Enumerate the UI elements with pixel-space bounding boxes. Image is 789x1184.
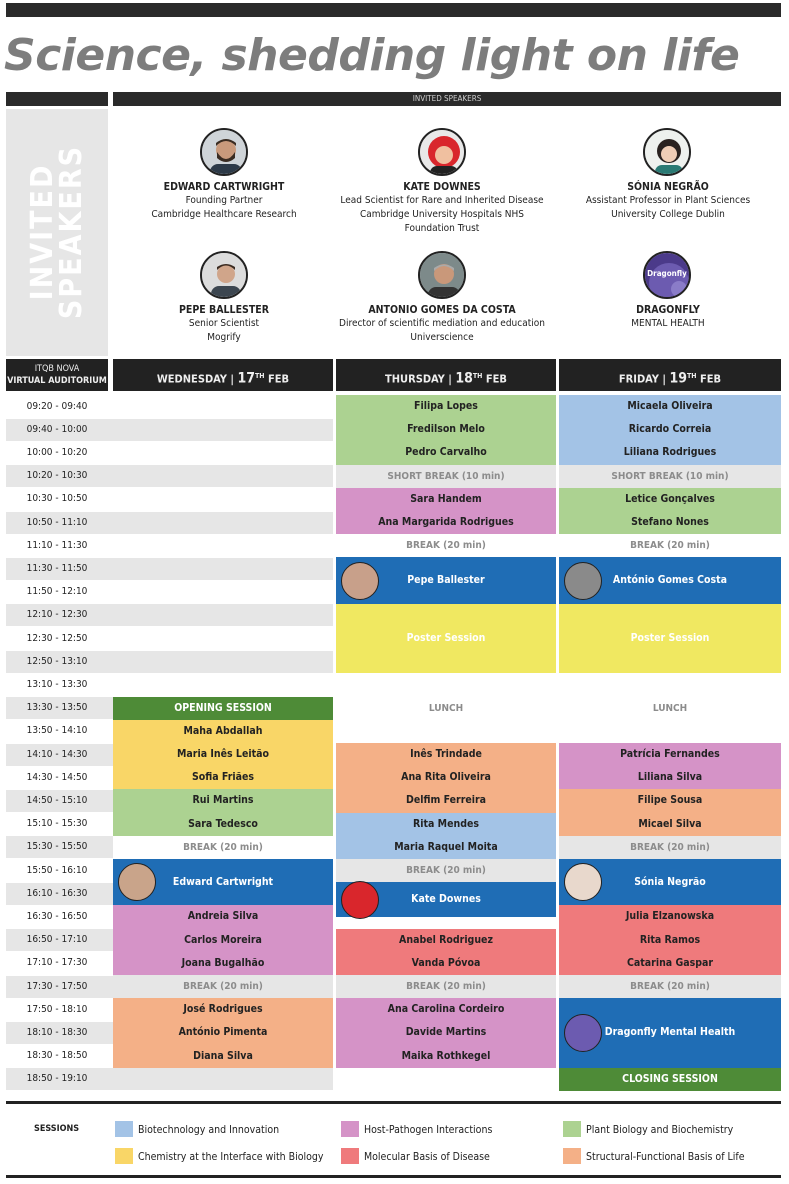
- time-label: 15:30 - 15:50: [26, 841, 88, 853]
- legend-label: Host-Pathogen Interactions: [364, 1124, 493, 1136]
- legend-label: Chemistry at the Interface with Biology: [138, 1151, 324, 1163]
- time-label: 14:10 - 14:30: [26, 748, 88, 760]
- time-label: 18:10 - 18:30: [26, 1026, 88, 1038]
- session-talk: Julia Elzanowska: [625, 910, 715, 923]
- session-talk: Maha Abdallah: [183, 724, 263, 737]
- time-label: 14:30 - 14:50: [26, 771, 88, 783]
- time-label: 10:00 - 10:20: [26, 446, 88, 458]
- legend-label: Molecular Basis of Disease: [364, 1151, 490, 1163]
- keynote-speaker: António Gomes Costa: [612, 573, 728, 586]
- break-cell: BREAK (20 min): [113, 975, 333, 998]
- break-cell: BREAK (20 min): [336, 534, 556, 557]
- time-label: 11:10 - 11:30: [26, 539, 88, 551]
- speaker-kate-downes: KATE DOWNES Lead Scientist for Rare and Inherited Disease Cambridge University Hospitals NHS Foundation Trust: [340, 181, 544, 234]
- speakers-side-panel: [6, 109, 108, 356]
- avatar-edward-cartwright: [200, 128, 248, 176]
- session-block: [336, 743, 556, 813]
- day-header-friday: FRIDAY | 19TH FEB: [559, 359, 781, 391]
- session-block: [113, 720, 333, 790]
- session-talk: Ricardo Correia: [628, 423, 712, 436]
- keynote-speaker: Edward Cartwright: [172, 875, 274, 888]
- session-talk: Catarina Gaspar: [626, 956, 714, 969]
- speaker-antonio-gomes-da-costa: ANTONIO GOMES DA COSTA Director of scientific mediation and education Universcience: [339, 304, 545, 343]
- top-bar: [6, 3, 781, 17]
- keynote-speaker: Dragonfly Mental Health: [604, 1026, 736, 1039]
- legend-label: Biotechnology and Innovation: [138, 1124, 280, 1136]
- keynote-avatar: [564, 562, 602, 600]
- session-talk: Ana Margarida Rodrigues: [378, 516, 514, 528]
- keynote-block: [559, 557, 781, 603]
- time-label: 16:30 - 16:50: [26, 910, 88, 922]
- session-talk: Sofia Friães: [191, 771, 255, 784]
- speakers-left-bar: [6, 92, 108, 106]
- keynote-speaker: Pepe Ballester: [407, 573, 485, 586]
- session-talk: Filipe Sousa: [637, 794, 703, 807]
- session-block: [113, 998, 333, 1068]
- session-block: [113, 789, 333, 835]
- session-talk: Micael Silva: [638, 817, 702, 830]
- session-talk: Letice Gonçalves: [625, 492, 715, 505]
- break-cell: BREAK (20 min): [559, 534, 781, 557]
- break-cell: BREAK (20 min): [336, 975, 556, 998]
- break-cell: SHORT BREAK (10 min): [559, 465, 781, 488]
- break-cell: LUNCH: [336, 697, 556, 720]
- time-label: 17:10 - 17:30: [26, 957, 88, 969]
- time-label: 09:20 - 09:40: [26, 400, 88, 412]
- session-talk: Patrícia Fernandes: [620, 748, 720, 760]
- time-label: 09:40 - 10:00: [26, 423, 88, 435]
- legend-swatch: [563, 1121, 581, 1137]
- time-label: 15:50 - 16:10: [26, 864, 88, 876]
- day-header-wednesday: WEDNESDAY | 17TH FEB: [113, 359, 333, 391]
- session-talk: Andreia Silva: [187, 910, 259, 923]
- time-label: 12:10 - 12:30: [26, 609, 88, 621]
- time-label: 15:10 - 15:30: [26, 818, 88, 830]
- legend-swatch: [115, 1148, 133, 1164]
- time-label: 10:30 - 10:50: [26, 493, 88, 505]
- session-talk: António Pimenta: [178, 1026, 268, 1039]
- keynote-avatar: [564, 1014, 602, 1052]
- break-cell: SHORT BREAK (10 min): [336, 465, 556, 488]
- session-block: [336, 813, 556, 859]
- avatar-antonio-gomes-da-costa: [418, 251, 466, 299]
- time-label: 17:30 - 17:50: [26, 980, 88, 992]
- session-talk: Ana Carolina Cordeiro: [387, 1003, 505, 1016]
- keynote-speaker: Kate Downes: [411, 892, 481, 905]
- time-label: 13:10 - 13:30: [26, 678, 88, 690]
- time-label: 18:50 - 19:10: [26, 1073, 88, 1085]
- time-label: 17:50 - 18:10: [26, 1003, 88, 1015]
- session-block: [559, 743, 781, 789]
- keynote-block: [336, 882, 556, 917]
- session-talk: Maria Inês Leitão: [177, 748, 269, 760]
- session-block: [559, 789, 781, 835]
- time-label: 12:50 - 13:10: [26, 655, 88, 667]
- time-label: 10:50 - 11:10: [26, 516, 88, 528]
- speaker-edward-cartwright: EDWARD CARTWRIGHT Founding Partner Cambridge Healthcare Research: [151, 181, 297, 220]
- poster-session: Poster Session: [559, 604, 781, 674]
- keynote-block: [113, 859, 333, 905]
- time-label: 16:10 - 16:30: [26, 887, 88, 899]
- avatar-dragonfly-logo: Dragonfly: [643, 251, 691, 299]
- session-block: [336, 395, 556, 465]
- session-talk: Inês Trindade: [410, 748, 482, 760]
- session-talk: Liliana Rodrigues: [623, 446, 717, 459]
- opening-session: OPENING SESSION: [113, 697, 333, 720]
- session-talk: Maika Rothkegel: [401, 1049, 491, 1062]
- break-cell: BREAK (20 min): [113, 836, 333, 859]
- keynote-avatar: [564, 863, 602, 901]
- time-label: 14:50 - 15:10: [26, 794, 88, 806]
- time-label: 16:50 - 17:10: [26, 934, 88, 946]
- session-talk: Anabel Rodriguez: [399, 933, 493, 946]
- poster-session: Poster Session: [336, 604, 556, 674]
- session-talk: Delfim Ferreira: [405, 794, 487, 807]
- avatar-pepe-ballester: [200, 251, 248, 299]
- session-talk: Rui Martins: [192, 794, 254, 807]
- session-talk: Carlos Moreira: [184, 933, 262, 946]
- speakers-side-label: INVITED SPEAKERS: [25, 144, 89, 320]
- session-block: [559, 488, 781, 534]
- time-label: 18:30 - 18:50: [26, 1050, 88, 1062]
- speaker-pepe-ballester: PEPE BALLESTER Senior Scientist Mogrify: [178, 304, 270, 343]
- session-block: [559, 905, 781, 975]
- speaker-dragonfly: DRAGONFLY MENTAL HEALTH: [631, 304, 705, 329]
- keynote-block: [336, 557, 556, 603]
- avatar-sonia-negrao: [643, 128, 691, 176]
- session-talk: Vanda Póvoa: [411, 956, 481, 969]
- legend-top-rule: [6, 1101, 781, 1104]
- avatar-kate-downes: [418, 128, 466, 176]
- keynote-speaker: Sónia Negrão: [634, 875, 706, 888]
- keynote-avatar: [118, 863, 156, 901]
- session-block: [336, 488, 556, 534]
- session-talk: Micaela Oliveira: [627, 400, 713, 412]
- time-label: 12:30 - 12:50: [26, 632, 88, 644]
- speakers-bar: INVITED SPEAKERS: [113, 92, 781, 106]
- legend-swatch: [115, 1121, 133, 1137]
- session-block: [336, 998, 556, 1068]
- time-label: 10:20 - 10:30: [26, 470, 88, 482]
- legend-title: SESSIONS: [34, 1124, 80, 1134]
- break-cell: BREAK (20 min): [559, 836, 781, 859]
- session-talk: Fredilson Melo: [407, 423, 485, 436]
- session-talk: Stefano Nones: [631, 516, 709, 528]
- speaker-sonia-negrao: SÓNIA NEGRÃO Assistant Professor in Plant Sciences University College Dublin: [585, 181, 751, 220]
- legend-swatch: [563, 1148, 581, 1164]
- session-talk: Rita Mendes: [412, 817, 480, 830]
- day-header-thursday: THURSDAY | 18TH FEB: [336, 359, 556, 391]
- session-talk: Joana Bugalhão: [181, 956, 265, 969]
- page-title: Science, shedding light on life: [4, 30, 740, 81]
- break-cell: BREAK (20 min): [336, 859, 556, 882]
- session-talk: Rita Ramos: [639, 933, 701, 946]
- session-talk: Diana Silva: [193, 1049, 253, 1062]
- session-talk: Sara Handem: [410, 492, 482, 505]
- session-talk: Sara Tedesco: [188, 817, 258, 830]
- legend-swatch: [341, 1148, 359, 1164]
- session-talk: Ana Rita Oliveira: [401, 771, 491, 784]
- legend-swatch: [341, 1121, 359, 1137]
- venue-header: ITQB NOVA VIRTUAL AUDITORIUM: [6, 359, 108, 391]
- time-label: 11:30 - 11:50: [26, 562, 88, 574]
- session-talk: Davide Martins: [405, 1026, 487, 1039]
- session-talk: José Rodrigues: [183, 1003, 263, 1016]
- keynote-avatar: [341, 881, 379, 919]
- session-block: [113, 905, 333, 975]
- legend-label: Structural-Functional Basis of Life: [586, 1151, 745, 1163]
- legend-bottom-rule: [6, 1175, 781, 1178]
- time-label: 13:30 - 13:50: [26, 702, 88, 714]
- time-label: 13:50 - 14:10: [26, 725, 88, 737]
- keynote-block: [559, 859, 781, 905]
- time-label: 11:50 - 12:10: [26, 586, 88, 598]
- keynote-avatar: [341, 562, 379, 600]
- session-talk: Filipa Lopes: [414, 400, 478, 412]
- closing-session: CLOSING SESSION: [559, 1068, 781, 1091]
- session-talk: Liliana Silva: [637, 771, 703, 784]
- keynote-block: [559, 998, 781, 1068]
- session-block: [336, 929, 556, 975]
- session-block: [559, 395, 781, 465]
- break-cell: LUNCH: [559, 697, 781, 720]
- session-talk: Pedro Carvalho: [405, 446, 487, 459]
- legend-label: Plant Biology and Biochemistry: [586, 1124, 734, 1136]
- session-talk: Maria Raquel Moita: [394, 840, 498, 853]
- break-cell: BREAK (20 min): [559, 975, 781, 998]
